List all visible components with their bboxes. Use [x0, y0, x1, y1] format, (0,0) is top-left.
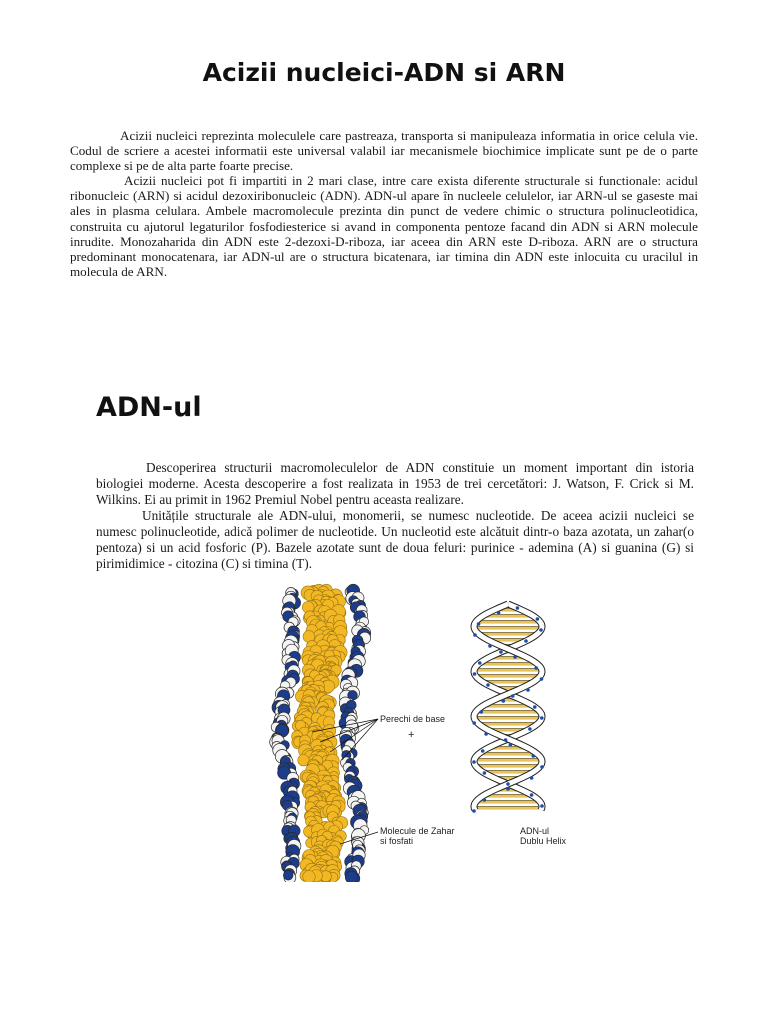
label-helix-line-2: Dublu Helix — [520, 836, 567, 846]
phosphate-dot — [497, 611, 501, 615]
label-plus: + — [408, 729, 415, 741]
label-sugar-line-2: si fosfati — [380, 836, 414, 846]
phosphate-dot — [536, 617, 540, 621]
label-helix-line-1: ADN-ul — [520, 826, 550, 836]
phosphate-dot — [533, 705, 537, 709]
intro-paragraph-2: Acizii nucleici pot fi impartiti in 2 mari clase, intre care exista diferente structurale si functionale: acidul ribonucleic (ARN) si acidul dezoxiribonucleic (ADN). ADN-ul apare în nucleele celulelor, iar ARN-ul se gaseste mai ales in plasma celulara. Ambele macromolecule prezinta din punct de vedere chimic o structura polinucleotidica, construita cu ajutorul legaturilor fosfodiesterice si avand in componenta pentoze facand din ADN si ARN molecule inrudite. Monozaharida din ADN este 2-dezoxi-D-riboza, iar aceea din ARN este D-riboza. ARN are o structura predominant monocatenara, iar ADN-ul are o structura bicatenara, iar timina din ADN este inlocuita cu uracilul in molecula de ARN. — [70, 173, 698, 279]
base-atom — [303, 871, 315, 883]
phosphate-dot — [540, 677, 544, 681]
label-sugar-phosphate — [380, 826, 455, 846]
section-heading: ADN-ul — [96, 392, 202, 423]
phosphate-dot — [530, 776, 534, 780]
phosphate-dot — [481, 749, 485, 753]
phosphate-dot — [506, 787, 510, 791]
phosphate-dot — [504, 738, 508, 742]
phosphate-dot — [509, 743, 513, 747]
phosphate-dot — [486, 683, 490, 687]
phosphate-dot — [506, 782, 510, 786]
phosphate-dot — [540, 804, 544, 808]
dna-double-helix-diagram — [472, 604, 544, 813]
page-title: Acizii nucleici-ADN si ARN — [202, 58, 566, 87]
phosphate-dot — [534, 666, 538, 670]
phosphate-dot — [513, 655, 517, 659]
phosphate-dot — [483, 771, 487, 775]
phosphate-dot — [472, 760, 476, 764]
phosphate-dot — [524, 639, 528, 643]
phosphate-dot — [511, 694, 515, 698]
label-sugar-line-1: Molecule de Zahar — [380, 826, 455, 836]
phosphate-dot — [532, 754, 536, 758]
phosphate-dot — [478, 661, 482, 665]
phosphate-dot — [488, 644, 492, 648]
phosphate-dot — [539, 628, 543, 632]
phosphate-dot — [540, 716, 544, 720]
phosphate-dot — [528, 727, 532, 731]
phosphate-dot — [473, 672, 477, 676]
phosphate-dot — [516, 606, 520, 610]
phosphate-dot — [473, 633, 477, 637]
intro-section — [70, 128, 698, 279]
dna-figure — [240, 582, 600, 882]
label-base-pairs: Perechi de base — [380, 714, 446, 724]
phosphate-dot — [483, 798, 487, 802]
adn-paragraph-2: Unitățile structurale ale ADN-ului, monomerii, se numesc nucleotide. De aceea acizii nucleici se numesc polinucleotide, adică polimer de nucleotide. Un nucleotid este alcătuit dintr-o baza azotata, un zahar(o pentoza) si un acid fosforic (P). Bazele azotate sunt de doua feluri: purinice - ademina (A) si guanina (G) si pirimidimice - citozina (C) si timina (T). — [96, 508, 694, 571]
intro-paragraph-1: Acizii nucleici reprezinta moleculele care pastreaza, transporta si manipuleaza informatia in orice celula vie. Codul de scriere a acestei informatii este universal valabil iar mecanismele biochimice implicate sunt pe de o parte complexe si pe de alta parte foarte precise. — [70, 128, 698, 174]
phosphate-dot — [530, 793, 534, 797]
phosphate-dot — [472, 721, 476, 725]
label-double-helix — [520, 826, 566, 846]
phosphate-dot — [472, 809, 476, 813]
backbone-atom — [283, 870, 293, 880]
adn-paragraph-1: Descoperirea structurii macromoleculelor de ADN constituie un moment important din istoria biologiei moderne. Acesta descoperire a fost realizata in 1953 de trei cercetători: J. Watson, F. Crick si M. Wilkins. Ei au primit in 1962 Premiul Nobel pentru aceasta realizare. — [96, 460, 694, 507]
adn-section — [96, 460, 694, 572]
phosphate-dot — [526, 688, 530, 692]
phosphate-dot — [484, 732, 488, 736]
phosphate-dot — [499, 650, 503, 654]
phosphate-dot — [540, 765, 544, 769]
dna-space-filling-model — [270, 584, 371, 882]
backbone-atom — [345, 871, 357, 882]
phosphate-dot — [502, 699, 506, 703]
phosphate-dot — [477, 622, 481, 626]
phosphate-dot — [479, 710, 483, 714]
